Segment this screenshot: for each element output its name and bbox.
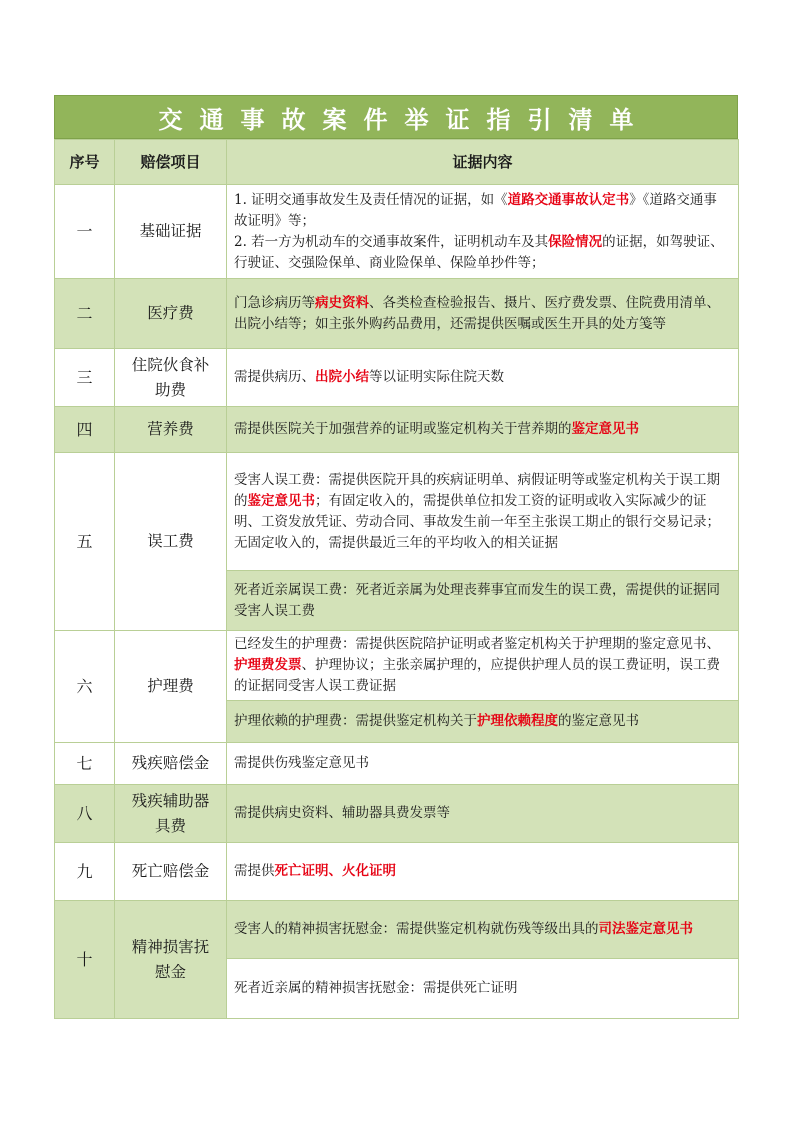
evidence-text: 需提供病史资料、辅助器具费发票等 — [234, 805, 450, 821]
row-number: 二 — [55, 279, 115, 349]
evidence-content — [227, 185, 739, 279]
evidence-content — [227, 743, 739, 785]
evidence-paragraph — [234, 232, 730, 274]
evidence-text: 、各类检查检验报告、摄片、医疗费发票、住院费用清单、出院小结等；如主张外购药品费用，还需提供医嘱或医生开具的处方笺等 — [234, 294, 720, 332]
compensation-item: 营养费 — [115, 407, 227, 453]
highlighted-term: 鉴定意见书 — [247, 492, 315, 509]
evidence-text: 死者近亲属误工费：死者近亲属为处理丧葬事宜而发生的误工费，需提供的证据同受害人误工费 — [234, 581, 720, 619]
evidence-content — [227, 571, 739, 631]
evidence-paragraph — [234, 803, 730, 824]
row-number: 六 — [55, 631, 115, 743]
evidence-paragraph — [234, 711, 730, 732]
table-row — [55, 279, 739, 349]
evidence-text: 已经发生的护理费：需提供医院陪护证明或者鉴定机构关于护理期的鉴定意见书、 — [234, 636, 720, 652]
evidence-text: ；有固定收入的，需提供单位扣发工资的证明或收入实际减少的证明、工资发放凭证、劳动合同、事故发生前一年至主张误工期止的银行交易记录；无固定收入的，需提供最近三年的平均收入的相关证据 — [234, 492, 720, 551]
evidence-content — [227, 453, 739, 571]
compensation-item: 误工费 — [115, 453, 227, 631]
row-number: 七 — [55, 743, 115, 785]
row-number: 一 — [55, 185, 115, 279]
document-title: 交通事故案件举证指引清单 — [54, 95, 738, 139]
evidence-text: 护理依赖的护理费：需提供鉴定机构关于 — [234, 713, 477, 729]
evidence-content — [227, 843, 739, 901]
table-row — [55, 901, 739, 959]
header-no: 序号 — [55, 140, 115, 185]
evidence-content — [227, 901, 739, 959]
evidence-text: 需提供病历、 — [234, 369, 315, 385]
highlighted-term: 道路交通事故认定书 — [507, 191, 630, 208]
highlighted-term: 司法鉴定意见书 — [598, 921, 693, 937]
evidence-text: 需提供医院关于加强营养的证明或鉴定机构关于营养期的 — [234, 421, 572, 437]
compensation-item: 死亡赔偿金 — [115, 843, 227, 901]
evidence-text: 需提供 — [234, 863, 275, 879]
evidence-content — [227, 631, 739, 701]
highlighted-term: 死亡证明、火化证明 — [274, 863, 396, 879]
highlighted-term: 病史资料 — [315, 294, 369, 311]
evidence-text: 的鉴定意见书 — [558, 713, 639, 729]
evidence-text: 》《道路交通事故证明》等； — [234, 191, 717, 229]
compensation-item: 残疾赔偿金 — [115, 743, 227, 785]
evidence-paragraph — [234, 293, 730, 335]
row-number: 八 — [55, 785, 115, 843]
header-item: 赔偿项目 — [115, 140, 227, 185]
evidence-paragraph — [234, 978, 730, 999]
highlighted-term: 保险情况 — [548, 233, 603, 250]
evidence-text: 受害人误工费：需提供医院开具的疾病证明单、病假证明等或鉴定机构关于误工期的 — [234, 471, 720, 509]
highlighted-term: 护理费发票 — [234, 657, 302, 673]
evidence-guide-sheet — [54, 95, 738, 1019]
row-number: 十 — [55, 901, 115, 1019]
evidence-text: 需提供伤残鉴定意见书 — [234, 755, 369, 771]
table-row — [55, 743, 739, 785]
evidence-paragraph — [234, 367, 730, 388]
compensation-item: 基础证据 — [115, 185, 227, 279]
highlighted-term: 出院小结 — [315, 369, 369, 385]
evidence-text: 死者近亲属的精神损害抚慰金：需提供死亡证明 — [234, 980, 518, 996]
row-number: 五 — [55, 453, 115, 631]
highlighted-term: 鉴定意见书 — [571, 421, 639, 437]
evidence-paragraph — [234, 861, 730, 882]
header-evidence: 证据内容 — [227, 140, 739, 185]
table-row — [55, 407, 739, 453]
table-row — [55, 843, 739, 901]
row-number: 九 — [55, 843, 115, 901]
table-row — [55, 631, 739, 701]
evidence-text: 、护理协议；主张亲属护理的，应提供护理人员的误工费证明，误工费的证据同受害人误工费证据 — [234, 657, 720, 694]
evidence-paragraph — [234, 919, 730, 940]
evidence-text: 等以证明实际住院天数 — [369, 369, 504, 385]
compensation-item: 住院伙食补助费 — [115, 349, 227, 407]
row-number: 三 — [55, 349, 115, 407]
evidence-content — [227, 349, 739, 407]
evidence-content — [227, 785, 739, 843]
table-row — [55, 785, 739, 843]
evidence-text: 的证据，如驾驶证、行驶证、交强险保单、商业险保单、保险单抄件等； — [234, 233, 724, 271]
evidence-paragraph — [234, 753, 730, 774]
table-header-row — [55, 140, 739, 185]
compensation-item: 残疾辅助器具费 — [115, 785, 227, 843]
table-row — [55, 185, 739, 279]
evidence-text: 2. 若一方为机动车的交通事故案件，证明机动车及其 — [234, 233, 549, 250]
evidence-paragraph — [234, 470, 730, 554]
evidence-content — [227, 279, 739, 349]
evidence-table — [54, 139, 739, 1019]
evidence-paragraph — [234, 419, 730, 440]
evidence-paragraph — [234, 190, 730, 232]
evidence-content — [227, 959, 739, 1019]
table-row — [55, 349, 739, 407]
highlighted-term: 护理依赖程度 — [477, 713, 558, 729]
compensation-item: 精神损害抚慰金 — [115, 901, 227, 1019]
compensation-item: 医疗费 — [115, 279, 227, 349]
evidence-text: 门急诊病历等 — [234, 294, 315, 311]
row-number: 四 — [55, 407, 115, 453]
evidence-paragraph — [234, 580, 730, 622]
compensation-item: 护理费 — [115, 631, 227, 743]
evidence-content — [227, 407, 739, 453]
table-row — [55, 453, 739, 571]
evidence-paragraph — [234, 634, 730, 697]
evidence-content — [227, 701, 739, 743]
evidence-text: 受害人的精神损害抚慰金：需提供鉴定机构就伤残等级出具的 — [234, 921, 599, 937]
evidence-text: 1. 证明交通事故发生及责任情况的证据，如《 — [234, 191, 508, 208]
